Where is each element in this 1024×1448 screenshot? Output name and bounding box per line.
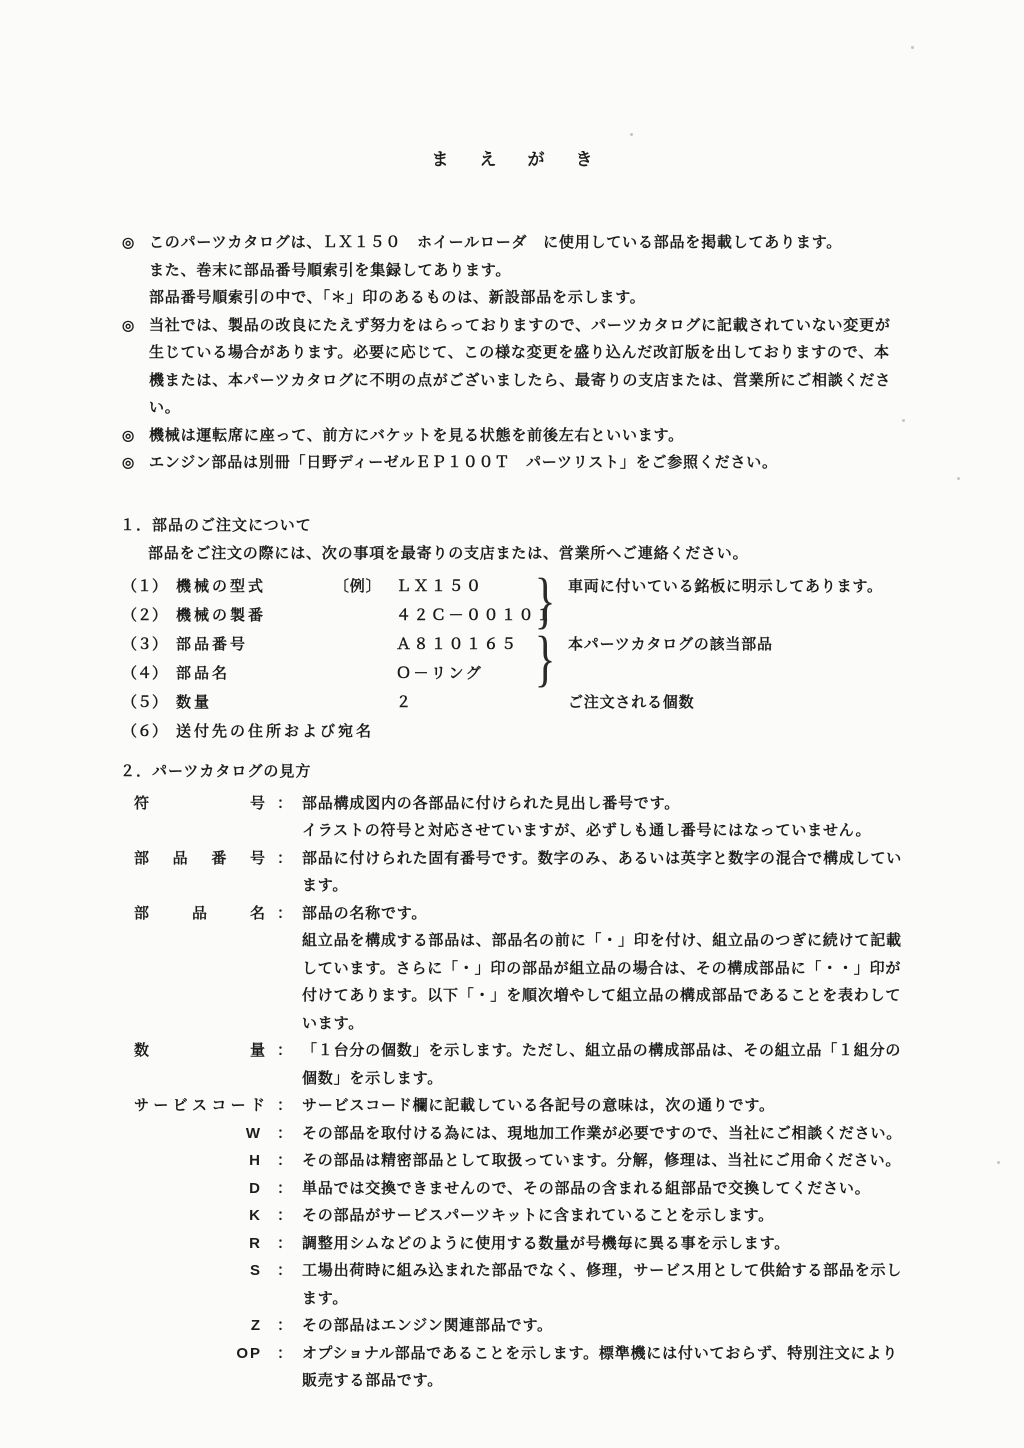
description-line: イラストの符号と対応させていますが、必ずしも通し番号にはなっていません。 — [302, 822, 872, 839]
double-circle-bullet-icon: ◎ — [122, 316, 136, 333]
page-title: まえがき — [431, 150, 624, 169]
colon-separator: ： — [277, 1234, 293, 1252]
service-code-letter: Z — [250, 1317, 262, 1334]
description-line: います。 — [302, 1014, 365, 1032]
notice-line: エンジン部品は別冊「日野ディーゼルＥＰ１００Ｔ パーツリスト」をご参照ください。 — [149, 454, 778, 471]
description-line: 販売する部品です。 — [302, 1372, 444, 1389]
item-value: Ａ８１０１６５ — [396, 636, 519, 653]
service-code-description — [302, 1147, 970, 1175]
notice-line: 機または、本パーツカタログに不明の点がございましたら、最寄りの支店または、営業所にご相談くださ — [149, 371, 892, 389]
term-description — [302, 900, 970, 1038]
section2-heading: ２．パーツカタログの見方 — [120, 763, 312, 780]
brace-icon: } — [534, 567, 556, 635]
item-label: 部品名 — [176, 665, 231, 682]
term-row — [120, 1092, 970, 1120]
description-line: 単品では交換できませんので、その部品の含まれる組部品で交換してください。 — [302, 1179, 871, 1197]
service-code-row — [120, 1312, 970, 1340]
service-code-letter: S — [249, 1262, 262, 1279]
order-item-list — [120, 567, 950, 747]
description-line: 工場出荷時に組み込まれた部品でなく、修理，サービス用として供給する部品を示し — [302, 1262, 903, 1279]
description-line: 部品に付けられた固有番号です。数字のみ、あるいは英字と数字の混合で構成してい — [302, 849, 903, 867]
notice-line: い。 — [149, 399, 181, 416]
term-label: 部品名 — [134, 904, 265, 922]
colon-separator: ： — [277, 904, 293, 922]
service-code-row — [120, 1175, 970, 1203]
brace-icon: } — [534, 625, 556, 693]
colon-separator: ： — [277, 1344, 293, 1362]
term-label: 数量 — [134, 1042, 265, 1059]
service-code-description — [302, 1257, 970, 1312]
colon-separator: ： — [277, 1152, 293, 1169]
description-line: 「１台分の個数」を示します。ただし、組立品の構成部品は、その組立品「１組分の — [302, 1042, 902, 1059]
service-code-description — [302, 1312, 970, 1340]
service-code-row — [120, 1147, 970, 1175]
description-line: 個数」を示します。 — [302, 1069, 444, 1087]
service-code-description — [302, 1202, 970, 1230]
colon-separator: ： — [277, 1097, 293, 1114]
scan-speck — [902, 419, 905, 422]
description-line: その部品を取付ける為には、現地加工作業が必要ですので、当社にご相談ください。 — [302, 1124, 903, 1142]
notice-line: このパーツカタログは、ＬＸ１５０ ホイールローダ に使用している部品を掲載してあります。 — [149, 234, 843, 251]
colon-separator: ： — [277, 794, 293, 812]
service-code-row — [120, 1202, 970, 1230]
item-label: 数量 — [176, 694, 213, 711]
description-line: その部品は精密部品として取扱っています。分解，修理は、当社にご用命ください。 — [302, 1152, 902, 1169]
description-line: その部品がサービスパーツキットに含まれていることを示します。 — [302, 1207, 774, 1224]
item-label: 部品番号 — [176, 636, 249, 653]
service-code-letter: W — [245, 1124, 262, 1142]
description-line: ます。 — [302, 1289, 349, 1307]
description-line: 部品の名称です。 — [302, 904, 428, 922]
notice-item — [122, 312, 932, 422]
term-row — [120, 845, 970, 900]
description-line: オプショナル部品であることを示します。標準機には付いておらず、特別注文により — [302, 1344, 898, 1362]
term-label: サービスコード — [134, 1097, 265, 1114]
item-value: ２ — [396, 694, 414, 711]
section1-intro: 部品をご注文の際には、次の事項を最寄りの支店または、営業所へご連絡ください。 — [148, 544, 749, 562]
definition-list — [120, 790, 970, 1395]
service-code-row — [120, 1120, 970, 1148]
section-how-to-read — [120, 758, 970, 1395]
notice-text — [149, 449, 932, 477]
scan-speck — [957, 477, 960, 480]
item-note: ご注文される個数 — [568, 694, 695, 711]
section1-heading: １．部品のご注文について — [120, 517, 312, 534]
description-line: その部品はエンジン関連部品です。 — [302, 1317, 553, 1334]
double-circle-bullet-icon: ◎ — [122, 234, 136, 250]
item-label: 機械の製番 — [176, 607, 267, 624]
notice-line: 生じている場合があります。必要に応じて、この様な変更を盛り込んだ改訂版を出しておりますので、本 — [149, 344, 890, 361]
item-number: （２） — [122, 607, 168, 624]
item-example-prefix: 〔例〕 — [334, 578, 382, 595]
service-code-row — [120, 1230, 970, 1258]
notice-text — [149, 229, 932, 312]
colon-separator: ： — [277, 1207, 293, 1224]
description-line: ます。 — [302, 877, 349, 894]
term-description — [302, 790, 970, 845]
order-item-row — [120, 689, 950, 718]
double-circle-bullet-icon: ◎ — [122, 454, 136, 470]
item-value: ＬＸ１５０ — [396, 578, 484, 595]
service-code-letter: OP — [236, 1344, 262, 1362]
notice-line: 当社では、製品の改良にたえず努力をはらっておりますので、パーツカタログに記載されていない変更が — [149, 316, 891, 334]
item-value: Ｏ－リング — [396, 665, 484, 682]
item-label: 機械の型式 — [176, 578, 267, 595]
colon-separator: ： — [277, 1042, 293, 1059]
term-label: 部品番号 — [134, 849, 265, 867]
order-item-row — [120, 718, 950, 747]
description-line: サービスコード欄に記載している各記号の意味は，次の通りです。 — [302, 1097, 775, 1114]
term-row — [120, 1037, 970, 1092]
notice-list — [122, 229, 932, 477]
term-description — [302, 1037, 970, 1092]
notice-item — [122, 229, 932, 312]
notice-item — [122, 449, 932, 477]
item-value: ４２Ｃ－００１０１ — [396, 607, 554, 624]
service-code-description — [302, 1340, 970, 1395]
scan-speck — [997, 1161, 1000, 1164]
item-number: （５） — [122, 694, 168, 711]
notice-text — [149, 312, 932, 422]
notice-line: 部品番号順索引の中で、「＊」印のあるものは、新設部品を示します。 — [149, 289, 646, 306]
colon-separator: ： — [277, 849, 293, 867]
service-code-row — [120, 1257, 970, 1312]
notice-line: 機械は運転席に座って、前方にバケットを見る状態を前後左右といいます。 — [149, 426, 684, 444]
service-code-row — [120, 1340, 970, 1395]
notice-line: また、巻末に部品番号順索引を集録してあります。 — [149, 261, 512, 279]
description-line: 調整用シムなどのように使用する数量が号機毎に異る事を示します。 — [302, 1234, 791, 1252]
service-code-description — [302, 1230, 970, 1258]
term-description — [302, 1092, 970, 1120]
item-number: （６） — [122, 723, 168, 740]
term-row — [120, 790, 970, 845]
item-label: 送付先の住所および宛名 — [176, 723, 375, 740]
item-note: 車両に付いている銘板に明示してあります。 — [568, 578, 883, 595]
colon-separator: ： — [277, 1262, 293, 1279]
term-description — [302, 845, 970, 900]
scan-speck — [630, 133, 633, 136]
service-code-letter: D — [249, 1179, 262, 1197]
service-code-description — [302, 1175, 970, 1203]
colon-separator: ： — [277, 1124, 293, 1142]
double-circle-bullet-icon: ◎ — [122, 426, 136, 443]
colon-separator: ： — [277, 1317, 293, 1334]
item-note: 本パーツカタログの該当部品 — [568, 636, 773, 653]
description-line: 部品構成図内の各部品に付けられた見出し番号です。 — [302, 794, 681, 812]
service-code-letter: K — [249, 1207, 262, 1224]
item-number: （１） — [122, 578, 168, 595]
notice-text — [149, 422, 932, 450]
description-line: 組立品を構成する部品は、部品名の前に「・」印を付け、組立品のつぎに続けて記載 — [302, 932, 902, 949]
description-line: しています。さらに「・」印の部品が組立品の場合は、その構成部品に「・・」印が — [302, 959, 902, 977]
colon-separator: ： — [277, 1179, 293, 1197]
item-number: （４） — [122, 665, 168, 682]
description-line: 付けてあります。以下「・」を順次増やして組立品の構成部品であることを表わして — [302, 987, 902, 1004]
scan-speck — [911, 46, 914, 49]
notice-item — [122, 422, 932, 450]
term-label: 符号 — [134, 794, 265, 812]
section-parts-ordering — [120, 512, 950, 747]
item-number: （３） — [122, 636, 168, 653]
service-code-description — [302, 1120, 970, 1148]
service-code-letter: H — [249, 1152, 262, 1169]
service-code-letter: R — [249, 1234, 262, 1252]
term-row — [120, 900, 970, 1038]
